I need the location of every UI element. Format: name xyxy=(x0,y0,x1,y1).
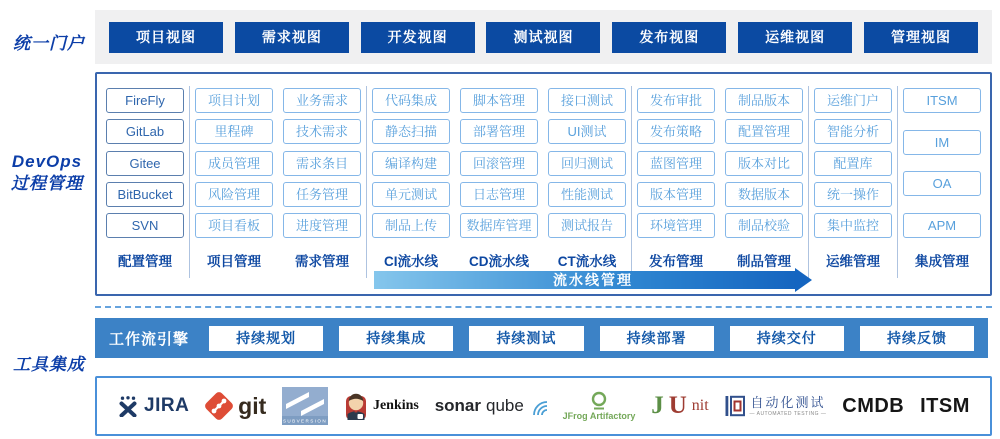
process-column xyxy=(190,74,278,294)
stage-button[interactable]: 持续集成 xyxy=(339,326,453,351)
feature-box[interactable]: 版本对比 xyxy=(725,151,803,176)
process-panel xyxy=(95,72,992,296)
unified-portal-label: 统一门户 xyxy=(13,34,85,53)
feature-box[interactable]: 日志管理 xyxy=(460,182,538,207)
column-header: CI流水线 xyxy=(384,254,438,269)
junit-nit: nit xyxy=(691,397,709,414)
feature-box[interactable]: 任务管理 xyxy=(283,182,361,207)
feature-box[interactable]: 数据版本 xyxy=(725,182,803,207)
feature-box-list xyxy=(460,88,538,238)
cmdb-logo: CMDB xyxy=(842,394,905,417)
process-column xyxy=(278,74,366,294)
section-divider xyxy=(95,306,992,308)
feature-box[interactable]: 编译构建 xyxy=(372,151,450,176)
workflow-stages xyxy=(209,326,974,351)
feature-box[interactable]: 脚本管理 xyxy=(460,88,538,113)
portal-view-button[interactable]: 需求视图 xyxy=(235,22,349,53)
stage-button[interactable]: 持续反馈 xyxy=(860,326,974,351)
feature-box-list xyxy=(637,88,715,238)
feature-box-list xyxy=(814,88,892,238)
feature-box-list xyxy=(903,88,981,238)
process-group xyxy=(809,74,897,294)
feature-box[interactable]: 静态扫描 xyxy=(372,119,450,144)
jenkins-butler-icon xyxy=(344,391,368,421)
feature-box[interactable]: 单元测试 xyxy=(372,182,450,207)
feature-box[interactable]: 业务需求 xyxy=(283,88,361,113)
process-column xyxy=(809,74,897,294)
devops-process-label-line2: 过程管理 xyxy=(11,174,83,193)
column-header: 制品管理 xyxy=(737,254,791,269)
feature-box[interactable]: 测试报告 xyxy=(548,213,626,238)
junit-j: J xyxy=(651,392,664,419)
process-group xyxy=(367,74,631,294)
feature-box[interactable]: 环境管理 xyxy=(637,213,715,238)
feature-box[interactable]: Gitee xyxy=(106,151,184,176)
feature-box[interactable]: 统一操作 xyxy=(814,182,892,207)
feature-box-list xyxy=(195,88,273,238)
jenkins-wordmark: Jenkins xyxy=(372,398,419,413)
feature-box[interactable]: 数据库管理 xyxy=(460,213,538,238)
feature-box[interactable]: 配置库 xyxy=(814,151,892,176)
process-columns xyxy=(97,74,990,294)
process-column xyxy=(632,74,720,294)
portal-view-button[interactable]: 测试视图 xyxy=(486,22,600,53)
automated-testing-cn-text: 自动化测试 xyxy=(750,395,826,411)
stage-button[interactable]: 持续部署 xyxy=(600,326,714,351)
process-column xyxy=(101,74,189,294)
portal-view-button[interactable]: 开发视图 xyxy=(361,22,475,53)
feature-box-list xyxy=(548,88,626,238)
devops-process-label-line1: DevOps xyxy=(11,152,83,171)
workflow-engine-label: 工作流引擎 xyxy=(109,330,190,348)
column-header: 集成管理 xyxy=(915,254,969,269)
tool-logo-row xyxy=(95,376,992,436)
process-group xyxy=(101,74,189,294)
process-column xyxy=(455,74,543,294)
feature-box[interactable]: 里程碑 xyxy=(195,119,273,144)
git-wordmark: git xyxy=(238,392,267,419)
column-header: 运维管理 xyxy=(826,254,880,269)
feature-box[interactable]: OA xyxy=(903,171,981,196)
workflow-bar xyxy=(95,318,988,358)
feature-box[interactable]: SVN xyxy=(106,213,184,238)
process-column xyxy=(898,74,986,294)
subversion-logo xyxy=(282,387,328,425)
feature-box[interactable]: FireFly xyxy=(106,88,184,113)
feature-box[interactable]: 部署管理 xyxy=(460,119,538,144)
process-group xyxy=(632,74,808,294)
jfrog-artifactory-logo xyxy=(563,391,636,421)
feature-box[interactable]: 集中监控 xyxy=(814,213,892,238)
feature-box[interactable]: GitLab xyxy=(106,119,184,144)
pipeline-arrow-label: 流水线管理 xyxy=(553,272,633,288)
sonarqube-logo xyxy=(435,396,547,416)
stage-button[interactable]: 持续规划 xyxy=(209,326,323,351)
process-column xyxy=(367,74,455,294)
feature-box[interactable]: 技术需求 xyxy=(283,119,361,144)
stage-button[interactable]: 持续测试 xyxy=(469,326,583,351)
jfrog-wordmark: JFrog Artifactory xyxy=(562,411,636,421)
feature-box-list xyxy=(283,88,361,238)
feature-box-list xyxy=(106,88,184,238)
column-header: 项目管理 xyxy=(207,254,261,269)
column-header: 需求管理 xyxy=(295,254,349,269)
feature-box[interactable]: UI测试 xyxy=(548,119,626,144)
sonarqube-waves-icon xyxy=(529,397,547,415)
feature-box[interactable]: 进度管理 xyxy=(283,213,361,238)
feature-box[interactable]: 接口测试 xyxy=(548,88,626,113)
feature-box[interactable]: 项目计划 xyxy=(195,88,273,113)
jira-logo xyxy=(117,395,189,417)
column-header: 配置管理 xyxy=(118,254,172,269)
feature-box[interactable]: 需求条目 xyxy=(283,151,361,176)
feature-box[interactable]: 运维门户 xyxy=(814,88,892,113)
process-column xyxy=(543,74,631,294)
feature-box[interactable]: 风险管理 xyxy=(195,182,273,207)
stage-button[interactable]: 持续交付 xyxy=(730,326,844,351)
feature-box[interactable]: 发布审批 xyxy=(637,88,715,113)
tool-integration-label: 工具集成 xyxy=(13,355,85,374)
git-icon xyxy=(205,392,233,420)
pipeline-management-arrow xyxy=(374,268,812,292)
feature-box[interactable]: APM xyxy=(903,213,981,238)
portal-view-bar xyxy=(95,10,992,64)
feature-box[interactable]: 制品版本 xyxy=(725,88,803,113)
feature-box[interactable]: 回滚管理 xyxy=(460,151,538,176)
column-header: CD流水线 xyxy=(469,254,529,269)
feature-box[interactable]: 蓝图管理 xyxy=(637,151,715,176)
feature-box[interactable]: 回归测试 xyxy=(548,151,626,176)
devops-process-label xyxy=(2,151,92,195)
feature-box-list xyxy=(725,88,803,238)
process-group xyxy=(898,74,986,294)
automated-testing-logo xyxy=(725,395,827,417)
portal-view-button[interactable]: 管理视图 xyxy=(864,22,978,53)
feature-box[interactable]: IM xyxy=(903,130,981,155)
feature-box[interactable]: 项目看板 xyxy=(195,213,273,238)
junit-logo xyxy=(651,392,708,420)
feature-box[interactable]: 制品校验 xyxy=(725,213,803,238)
portal-view-button[interactable]: 项目视图 xyxy=(109,22,223,53)
junit-u: U xyxy=(668,392,687,419)
process-column xyxy=(720,74,808,294)
jenkins-logo xyxy=(344,391,419,421)
process-group xyxy=(190,74,366,294)
sonarqube-wordmark-bold: sonar xyxy=(434,396,481,415)
automated-testing-en-text: — AUTOMATED TESTING — xyxy=(749,410,827,417)
subversion-wordmark: SUBVERSION xyxy=(283,418,328,424)
jfrog-ring-icon xyxy=(587,391,611,410)
feature-box[interactable]: 发布策略 xyxy=(637,119,715,144)
feature-box[interactable]: 性能测试 xyxy=(548,182,626,207)
subversion-icon xyxy=(282,387,328,425)
automated-testing-icon xyxy=(725,395,745,417)
sonarqube-wordmark-regular: qube xyxy=(486,396,524,415)
feature-box[interactable]: 制品上传 xyxy=(372,213,450,238)
column-header: 发布管理 xyxy=(649,254,703,269)
feature-box[interactable]: ITSM xyxy=(903,88,981,113)
feature-box-list xyxy=(372,88,450,238)
column-header: CT流水线 xyxy=(557,254,617,269)
feature-box[interactable]: BitBucket xyxy=(106,182,184,207)
feature-box[interactable]: 成员管理 xyxy=(195,151,273,176)
feature-box[interactable]: 代码集成 xyxy=(372,88,450,113)
feature-box[interactable]: 版本管理 xyxy=(637,182,715,207)
portal-view-button[interactable]: 发布视图 xyxy=(612,22,726,53)
git-logo xyxy=(205,392,266,420)
jira-wordmark: JIRA xyxy=(144,395,190,416)
itsm-logo: ITSM xyxy=(920,394,970,417)
portal-view-button[interactable]: 运维视图 xyxy=(738,22,852,53)
feature-box[interactable]: 智能分析 xyxy=(814,119,892,144)
feature-box[interactable]: 配置管理 xyxy=(725,119,803,144)
jira-icon xyxy=(117,396,139,417)
